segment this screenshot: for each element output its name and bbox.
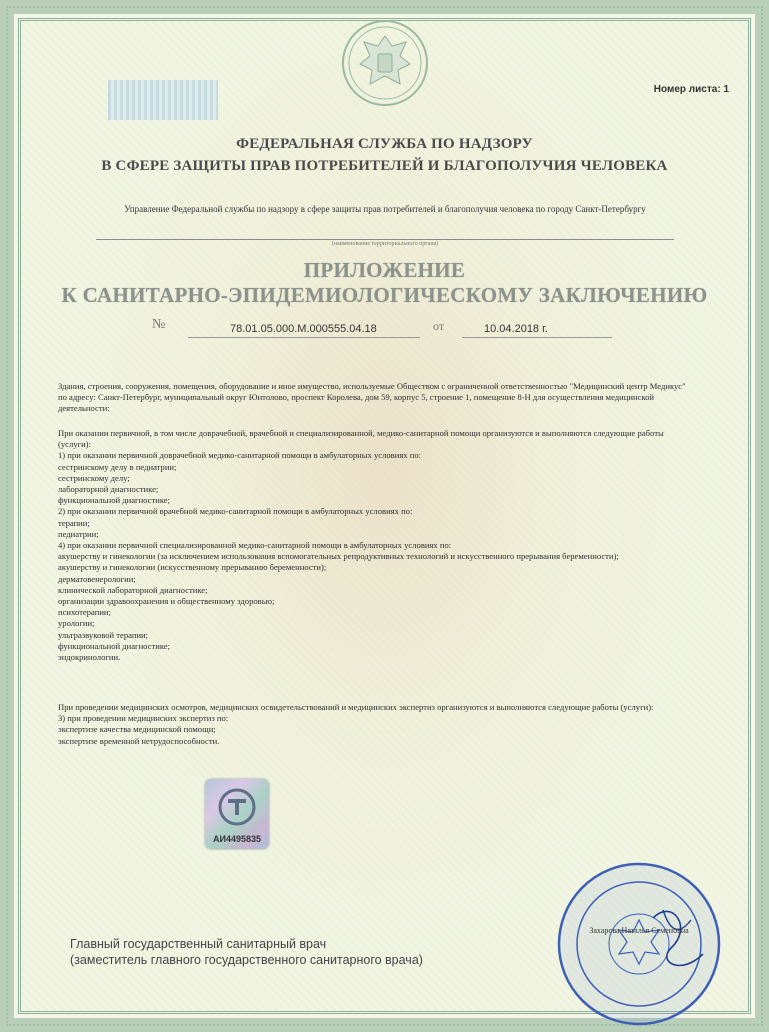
certificate-date: 10.04.2018 г. bbox=[484, 323, 548, 335]
intro-text: Здания, строения, сооружения, помещения, оборудование и иное имущество, используемые Обществом с ограниченной ответственностью "Медицинский центр Медикус" по адресу: Санкт-Петербург, муниципальный округ Юнтолово, проспект Королева, дом 59, корпус 5, строение 1, помещение 8-Н для осуществления медицинской деятельности: bbox=[58, 381, 686, 414]
territorial-caption: (наименование территориального органа) bbox=[331, 241, 439, 247]
hologram-serial: АИ4495835 bbox=[212, 834, 261, 844]
hologram-logo-icon bbox=[217, 787, 257, 827]
list-item: функциональной диагностике; bbox=[58, 495, 171, 506]
list-item: акушерству и гинекологии (искусственному прерыванию беременности); bbox=[58, 562, 327, 573]
list-item: функциональной диагностике; bbox=[58, 640, 171, 651]
list-item: психотерапии; bbox=[58, 607, 111, 618]
examinations-section bbox=[58, 702, 694, 747]
certificate-number-row bbox=[152, 317, 632, 339]
primary-care-section bbox=[58, 428, 694, 663]
hologram-sticker bbox=[205, 779, 269, 849]
list-item: эндокринологии. bbox=[58, 652, 121, 663]
list-item: дерматовенерологии; bbox=[58, 573, 136, 584]
document-title-line2: К САНИТАРНО-ЭПИДЕМИОЛОГИЧЕСКОМУ ЗАКЛЮЧЕНИЮ bbox=[61, 283, 708, 307]
list-item: 2) при оказании первичной врачебной медико-санитарной помощи в амбулаторных условиях по: bbox=[58, 506, 413, 517]
list-item: терапии; bbox=[58, 517, 90, 528]
intro-paragraph bbox=[58, 381, 694, 415]
sheet-number: Номер листа: 1 bbox=[653, 84, 729, 95]
list-item: ультразвуковой терапии; bbox=[58, 629, 149, 640]
list-item: акушерству и гинекологии (за исключением использования вспомогательных репродуктивных технологий и искусственного прерывания беременности); bbox=[58, 551, 619, 562]
list-item: сестринскому делу в педиатрии; bbox=[58, 461, 177, 472]
signer-name: Захарова Наталья Семеновна bbox=[589, 926, 689, 935]
list-item: сестринскому делу; bbox=[58, 472, 130, 483]
signer-block bbox=[70, 936, 423, 968]
list-item: При оказании первичной, в том числе доврачебной, врачебной и специализированной, медико-санитарной помощи организуются и выполняются следующие работы (услуги): bbox=[58, 428, 664, 450]
security-holo-strip bbox=[108, 80, 218, 120]
number-underline bbox=[188, 337, 420, 338]
number-label: № bbox=[152, 317, 166, 332]
coat-of-arms-emblem-icon bbox=[340, 18, 430, 108]
date-label: от bbox=[433, 319, 445, 333]
list-item: 4) при оказании первичной специализированной медико-санитарной помощи в амбулаторных условиях по: bbox=[58, 540, 452, 551]
list-item: 1) при оказании первичной доврачебной медико-санитарной помощи в амбулаторных условиях по: bbox=[58, 450, 422, 461]
signer-deputy-title: (заместитель главного государственного санитарного врача) bbox=[70, 953, 423, 967]
list-item: педиатрии; bbox=[58, 528, 99, 539]
list-item: клинической лабораторной диагностике; bbox=[58, 584, 208, 595]
list-item: урологии; bbox=[58, 618, 95, 629]
list-item: организации здравоохранения и общественному здоровью; bbox=[58, 596, 275, 607]
signer-title: Главный государственный санитарный врач bbox=[70, 937, 327, 951]
territorial-body-name: Управление Федеральной службы по надзору в сфере защиты прав потребителей и благополучия человека по городу Санкт-Петербургу bbox=[124, 204, 646, 214]
agency-title-line1: ФЕДЕРАЛЬНАЯ СЛУЖБА ПО НАДЗОРУ bbox=[236, 136, 533, 152]
list-item: экспертизе качества медицинской помощи; bbox=[58, 724, 216, 735]
territorial-underline bbox=[96, 239, 674, 240]
document-title-line1: ПРИЛОЖЕНИЕ bbox=[303, 258, 466, 282]
official-seal-stamp-icon bbox=[553, 858, 725, 1030]
list-item: экспертизе временной нетрудоспособности. bbox=[58, 735, 220, 746]
list-item: лабораторной диагностике; bbox=[58, 484, 159, 495]
date-underline bbox=[462, 337, 612, 338]
list-item: 3) при проведении медицинских экспертиз по: bbox=[58, 713, 229, 724]
certificate-number: 78.01.05.000.М.000555.04.18 bbox=[230, 323, 377, 335]
agency-title-line2: В СФЕРЕ ЗАЩИТЫ ПРАВ ПОТРЕБИТЕЛЕЙ И БЛАГОПОЛУЧИЯ ЧЕЛОВЕКА bbox=[101, 158, 668, 174]
list-item: При проведении медицинских осмотров, медицинских освидетельствований и медицинских экспертиз организуются и выполняются следующие работы (услуги): bbox=[58, 702, 654, 712]
